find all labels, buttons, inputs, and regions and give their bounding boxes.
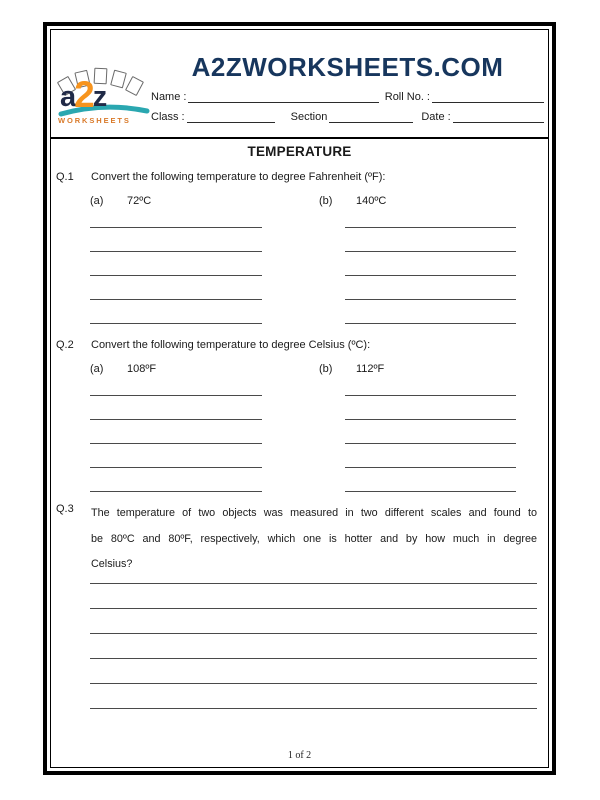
q2-number: Q.2: [56, 339, 74, 351]
answer-line: [345, 204, 516, 228]
q3-text: [91, 501, 537, 578]
question-3: [51, 501, 548, 578]
answer-line: [90, 468, 262, 492]
q2-answer-lines: [51, 372, 548, 492]
name-label: Name :: [151, 91, 187, 103]
q3-text-line2: be 80ºC and 80ºF, respectively, which one is hotter and by how much in degree: [91, 532, 537, 545]
name-line: [188, 90, 378, 103]
class-line: [187, 110, 275, 123]
answer-line: [90, 420, 262, 444]
answer-line: [90, 634, 537, 659]
q3-number: Q.3: [56, 503, 74, 515]
answer-line: [345, 228, 516, 252]
answer-line: [90, 204, 262, 228]
header: [51, 30, 548, 139]
logo-letter-a: a: [60, 81, 76, 113]
q2-text: Convert the following temperature to degree Celsius (ºC):: [91, 339, 371, 351]
q2-option-b-label: (b): [319, 363, 333, 375]
roll-line: [432, 90, 544, 103]
class-label: Class :: [151, 111, 185, 123]
logo: [57, 70, 151, 136]
answer-line: [345, 372, 516, 396]
header-right: [151, 30, 548, 123]
logo-wordmark: [60, 74, 107, 115]
q3-text-line3: Celsius?: [91, 558, 133, 570]
answer-line: [345, 468, 516, 492]
logo-letter-z: z: [92, 81, 107, 113]
answer-line: [90, 228, 262, 252]
answer-line: [90, 276, 262, 300]
q2-option-a-label: (a): [90, 363, 104, 375]
site-title: A2ZWORKSHEETS.COM: [191, 52, 504, 82]
answer-line: [90, 372, 262, 396]
q1-text: Convert the following temperature to degree Fahrenheit (ºF):: [91, 171, 386, 183]
worksheet-title: TEMPERATURE: [247, 144, 352, 159]
page-inner-border: [50, 29, 549, 768]
q1-option-b-label: (b): [319, 195, 333, 207]
roll-label: Roll No. :: [384, 91, 430, 103]
question-1: [51, 169, 548, 185]
q1-option-a-value: 72ºC: [127, 195, 152, 207]
q2-option-b-value: 112ºF: [356, 363, 385, 375]
logo-letter-2: 2: [74, 74, 94, 115]
q1-number: Q.1: [56, 171, 74, 183]
q2-option-a-value: 108ºF: [127, 363, 157, 375]
date-line: [453, 110, 544, 123]
name-roll-row: [151, 90, 544, 103]
answer-line: [90, 444, 262, 468]
q3-answer-lines: [51, 578, 548, 709]
answer-line: [90, 609, 537, 634]
answer-line: [345, 252, 516, 276]
class-section-date-row: [151, 110, 544, 123]
answer-line: [90, 300, 262, 324]
answer-line: [90, 396, 262, 420]
logo-subtext: WORKSHEETS: [58, 116, 131, 125]
question-2: [51, 337, 548, 353]
q1-option-b-value: 140ºC: [356, 195, 387, 207]
section-label: Section: [290, 111, 328, 123]
q3-text-line1: The temperature of two objects was measured in two different scales and found to: [91, 507, 537, 519]
date-label: Date :: [421, 111, 451, 123]
answer-line: [90, 252, 262, 276]
answer-line: [90, 684, 537, 709]
answer-line: [345, 396, 516, 420]
answer-line: [345, 300, 516, 324]
answer-line: [345, 444, 516, 468]
answer-line: [345, 276, 516, 300]
page-frame: [43, 22, 556, 775]
answer-line: [345, 420, 516, 444]
q1-answer-lines: [51, 204, 548, 324]
page-number: 1 of 2: [287, 750, 312, 761]
answer-line: [90, 659, 537, 684]
q1-option-a-label: (a): [90, 195, 104, 207]
answer-line: [90, 584, 537, 609]
section-line: [329, 110, 413, 123]
